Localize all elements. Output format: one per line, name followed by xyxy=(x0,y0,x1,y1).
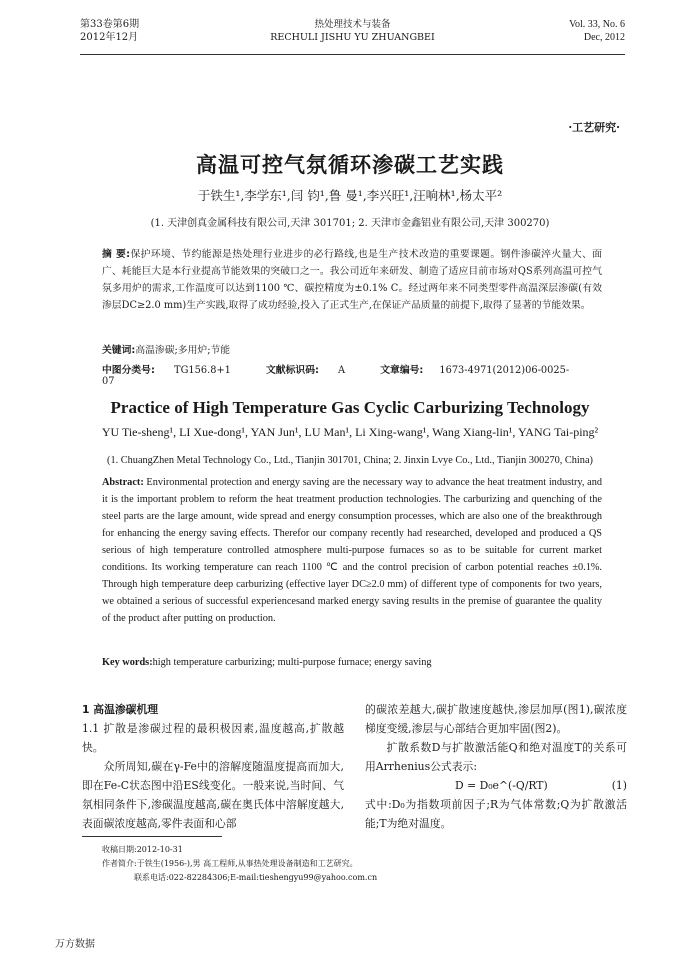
keywords-en-label: Key words: xyxy=(102,657,153,668)
date-cn: 2012年12月 xyxy=(80,32,139,43)
title-en: Practice of High Temperature Gas Cyclic Carburizing Technology xyxy=(110,398,590,417)
volume-issue-cn: 第33卷第6期 xyxy=(80,19,140,30)
footnote-contact: 联系电话:022-82284306;E-mail:tieshengyu99@yahoo.com.cn xyxy=(134,873,378,882)
footnote-author: 作者简介:于铁生(1956-),男 高工程师,从事热处理设备制造和工艺研究。 xyxy=(102,859,358,868)
keywords-cn xyxy=(102,342,602,356)
footnote-divider xyxy=(82,836,222,837)
wanfang-watermark: 万方数据 xyxy=(55,939,95,950)
doc-code-value: A xyxy=(338,365,346,376)
clc-value: TG156.8+1 xyxy=(174,365,231,376)
running-header xyxy=(80,18,625,48)
body-paragraph: 式中:D₀为指数项前因子;R为气体常数;Q为扩散激活能;T为绝对温度。 xyxy=(365,798,627,830)
abstract-en-label: Abstract: xyxy=(102,477,144,488)
section-tag: ·工艺研究· xyxy=(568,121,620,134)
classification-line xyxy=(102,362,602,387)
affiliation-cn: (1. 天津创真金属科技有限公司,天津 301701; 2. 天津市金鑫铝业有限公司,天津 300270) xyxy=(150,218,550,229)
journal-name-cn: 热处理技术与装备 xyxy=(314,19,391,30)
affiliation-en: (1. ChuangZhen Metal Technology Co., Ltd., Tianjin 301701, China; 2. Jinxin Lvye Co., Ltd., Tianjin 300270, China) xyxy=(107,455,593,466)
body-paragraph: 众所周知,碳在γ-Fe中的溶解度随温度提高而加大,即在Fe-C状态图中沿ES线变化。一般来说,当时间、气氛相同条件下,渗碳温度越高,碳在奥氏体中溶解度越大,表面碳浓度越高,零件表面和心部 xyxy=(82,760,344,830)
abstract-en xyxy=(102,474,602,627)
body-column-left xyxy=(82,700,344,833)
footnote-received: 收稿日期:2012-10-31 xyxy=(102,845,183,854)
header-divider xyxy=(80,54,625,55)
equation: D = D₀e^(-Q/RT) xyxy=(455,779,548,792)
article-no-value: 1673-4971(2012)06-0025-07 xyxy=(102,365,570,387)
body-paragraph: 的碳浓差越大,碳扩散速度越快,渗层加厚(图1),碳浓度梯度变缓,渗层与心部结合更加牢固(图2)。 xyxy=(365,703,627,735)
doc-code-label: 文献标识码: xyxy=(266,365,319,376)
abstract-cn xyxy=(102,246,602,314)
header-center xyxy=(80,18,625,44)
section-heading: 1 高温渗碳机理 xyxy=(82,703,159,716)
authors-en: YU Tie-sheng¹, LI Xue-dong¹, YAN Jun¹, LU Man¹, Li Xing-wang¹, Wang Xiang-lin¹, YANG Tai-ping² xyxy=(101,425,599,439)
keywords-cn-label: 关键词: xyxy=(102,345,136,356)
title-cn: 高温可控气氛循环渗碳工艺实践 xyxy=(196,153,504,177)
clc-label: 中图分类号: xyxy=(102,365,155,376)
abstract-cn-text: 保护环境、节约能源是热处理行业进步的必行路线,也是生产技术改造的重要课题。钢件渗碳淬火量大、面广、耗能巨大是本行业提高节能效果的突破口之一。我公司近年来研发、制造了适应目前市场对QS系列高温可控气氛多用炉的需求,工作温度可以达到1100 ℃、碳控精度为±0.1% C。经过两年来不同类型零件高温深层渗碳(有效渗层DC≥2.0 mm)生产实践,取得了成功经验,投入了正式生产,在保证产品质量的前提下,取得了显著的节能效果。 xyxy=(102,249,602,311)
article-no-label: 文章编号: xyxy=(380,365,424,376)
keywords-cn-text: 高温渗碳;多用炉;节能 xyxy=(135,345,231,356)
date-en: Dec, 2012 xyxy=(583,32,625,43)
volume-issue-en: Vol. 33, No. 6 xyxy=(569,19,625,30)
keywords-en xyxy=(102,657,602,668)
authors-cn: 于铁生¹,李学东¹,闫 钧¹,鲁 曼¹,李兴旺¹,汪响林¹,杨太平² xyxy=(197,188,503,203)
equation-number: (1) xyxy=(611,779,627,792)
keywords-en-text: high temperature carburizing; multi-purpose furnace; energy saving xyxy=(152,657,432,668)
abstract-en-text: Environmental protection and energy saving are the necessary way to advance the heat treatment industry, and it is the important problem to reform the heat treatment production technologies. The carburizing and quenching of the steel parts are the large amount, wide spread and energy consumption processes, which are also one of the breakthrough for enhancing the energy saving effects. Therefor our company recently had researched, developed and produced a QS serious of high temperature controlled atmosphere multi-purpose furnaces so as to be suitable for current market conditions. Its working temperature can reach 1100 ℃ and the control precision of carbon potential reaches ±0.1%. Through high temperature deep carburizing (effective layer DC≥2.0 mm) of different type of components for two years, we obtained a serious of successful experiencesand marked energy saving results in the premise of guarantee the quality of the product after putting on production. xyxy=(102,477,603,624)
body-column-right xyxy=(365,700,627,833)
equation-row xyxy=(365,776,627,795)
journal-name-en: RECHULI JISHU YU ZHUANGBEI xyxy=(270,32,435,43)
subsection-heading: 1.1 扩散是渗碳过程的最积极因素,温度越高,扩散越快。 xyxy=(82,722,344,754)
header-right xyxy=(569,18,625,44)
abstract-cn-label: 摘 要: xyxy=(102,249,131,260)
body-paragraph: 扩散系数D与扩散激活能Q和绝对温度T的关系可用Arrhenius公式表示: xyxy=(365,741,627,773)
